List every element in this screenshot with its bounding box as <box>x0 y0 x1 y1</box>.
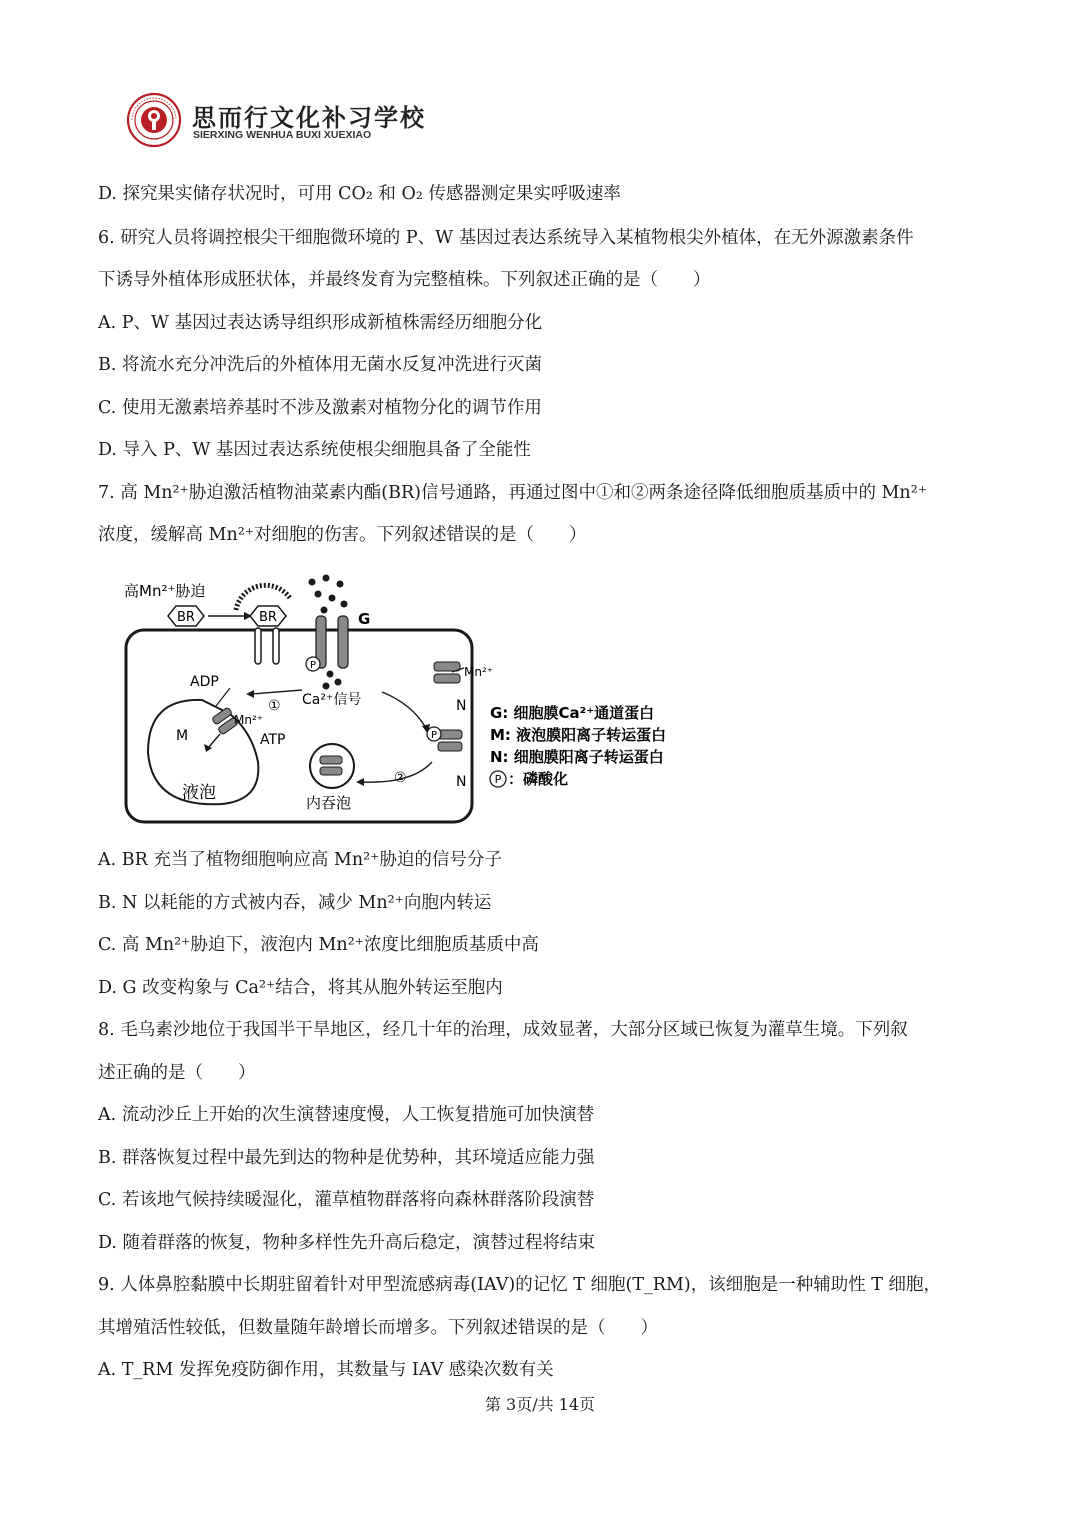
legend-phosphorylation: ：磷酸化 <box>508 770 569 788</box>
q5-option-d: D. 探究果实储存状况时，可用 CO₂ 和 O₂ 传感器测定果实呼吸速率 <box>98 184 621 204</box>
mn-right-label: Mn²⁺ <box>464 665 494 679</box>
route-2-label: ② <box>394 770 407 786</box>
q8-option-c: C. 若该地气候持续暖湿化，灌草植物群落将向森林群落阶段演替 <box>98 1190 595 1210</box>
ca-ions-outside <box>309 575 348 614</box>
br-receptor-label: BR <box>259 610 277 625</box>
legend-p-mark: P <box>494 773 502 786</box>
m-label: M <box>176 728 189 744</box>
q7-option-a: A. BR 充当了植物细胞响应高 Mn²⁺胁迫的信号分子 <box>98 850 502 870</box>
school-name-en: SIERXING WENHUA BUXI XUEXIAO <box>193 129 372 141</box>
g-label: G <box>358 610 371 628</box>
q6-option-c: C. 使用无激素培养基时不涉及激素对植物分化的调节作用 <box>98 398 542 418</box>
q7-stem-line-1: 7. 高 Mn²⁺胁迫激活植物油菜素内酯(BR)信号通路，再通过图中①和②两条途径降低细胞质基质中的 Mn²⁺ <box>98 483 927 503</box>
q7-option-b: B. N 以耗能的方式被内吞，减少 Mn²⁺向胞内转运 <box>98 893 492 913</box>
q6-stem-line-2: 下诱导外植体形成胚状体，并最终发育为完整植株。下列叙述正确的是（ ） <box>98 270 711 290</box>
n-transporter-upper <box>434 662 460 683</box>
school-logo <box>126 92 446 152</box>
q7-option-c: C. 高 Mn²⁺胁迫下，液泡内 Mn²⁺浓度比细胞质基质中高 <box>98 935 539 955</box>
legend-n: N: 细胞膜阳离子转运蛋白 <box>490 748 664 766</box>
stress-label: 高Mn²⁺胁迫 <box>124 582 206 600</box>
school-name-cn: 思而行文化补习学校 <box>192 104 426 132</box>
br-outside-label: BR <box>177 610 195 625</box>
mn-vacuole-label: Mn²⁺ <box>234 713 264 727</box>
n-label-upper: N <box>456 698 467 714</box>
q8-option-d: D. 随着群落的恢复，物种多样性先升高后稳定，演替过程将结束 <box>98 1233 596 1253</box>
q6-stem-line-1: 6. 研究人员将调控根尖干细胞微环境的 P、W 基因过表达系统导入某植物根尖外植体，在无外源激素条件 <box>98 228 914 248</box>
q8-stem-line-2: 述正确的是（ ） <box>98 1063 256 1083</box>
g-channel <box>316 616 348 668</box>
atp-label: ATP <box>260 732 286 748</box>
q6-option-b: B. 将流水充分冲洗后的外植体用无菌水反复冲洗进行灭菌 <box>98 355 542 375</box>
q6-option-a: A. P、W 基因过表达诱导组织形成新植株需经历细胞分化 <box>98 313 543 333</box>
q7-option-d: D. G 改变构象与 Ca²⁺结合，将其从胞外转运至胞内 <box>98 978 503 998</box>
adp-label: ADP <box>190 674 219 690</box>
route-1-label: ① <box>268 698 281 714</box>
legend-g: G: 细胞膜Ca²⁺通道蛋白 <box>490 704 655 722</box>
p-mark-n: P <box>430 730 438 741</box>
endosome-vesicle <box>310 744 354 788</box>
ca-signal-label: Ca²⁺信号 <box>302 692 362 708</box>
q8-stem-line-1: 8. 毛乌素沙地位于我国半干旱地区，经几十年的治理，成效显著，大部分区域已恢复为灌草生境。下列叙 <box>98 1020 908 1040</box>
endosome-transporter <box>320 756 342 775</box>
cell-membrane <box>126 630 472 822</box>
q6-option-d: D. 导入 P、W 基因过表达系统使根尖细胞具备了全能性 <box>98 440 531 460</box>
legend-m: M: 液泡膜阳离子转运蛋白 <box>490 726 667 744</box>
vacuole-label: 液泡 <box>182 783 216 803</box>
q9-stem-line-2: 其增殖活性较低，但数量随年龄增长而增多。下列叙述错误的是（ ） <box>98 1318 658 1338</box>
ca-ions-inside <box>323 671 342 690</box>
q8-option-b: B. 群落恢复过程中最先到达的物种是优势种，其环境适应能力强 <box>98 1148 595 1168</box>
q8-option-a: A. 流动沙丘上开始的次生演替速度慢，人工恢复措施可加快演替 <box>98 1105 595 1125</box>
school-seal-icon <box>126 92 182 148</box>
page-number: 第 3页/共 14页 <box>484 1395 596 1414</box>
q7-stem-line-2: 浓度，缓解高 Mn²⁺对细胞的伤害。下列叙述错误的是（ ） <box>98 525 587 545</box>
endosome-label: 内吞泡 <box>306 794 352 812</box>
mn-stress-cell-diagram <box>112 572 712 834</box>
q9-stem-line-1: 9. 人体鼻腔黏膜中长期驻留着针对甲型流感病毒(IAV)的记忆 T 细胞(T_RM)，该细胞是一种辅助性 T 细胞， <box>98 1275 941 1295</box>
n-label-lower: N <box>456 774 467 790</box>
p-mark-g: P <box>309 660 317 671</box>
q9-option-a: A. T_RM 发挥免疫防御作用，其数量与 IAV 感染次数有关 <box>98 1360 554 1380</box>
